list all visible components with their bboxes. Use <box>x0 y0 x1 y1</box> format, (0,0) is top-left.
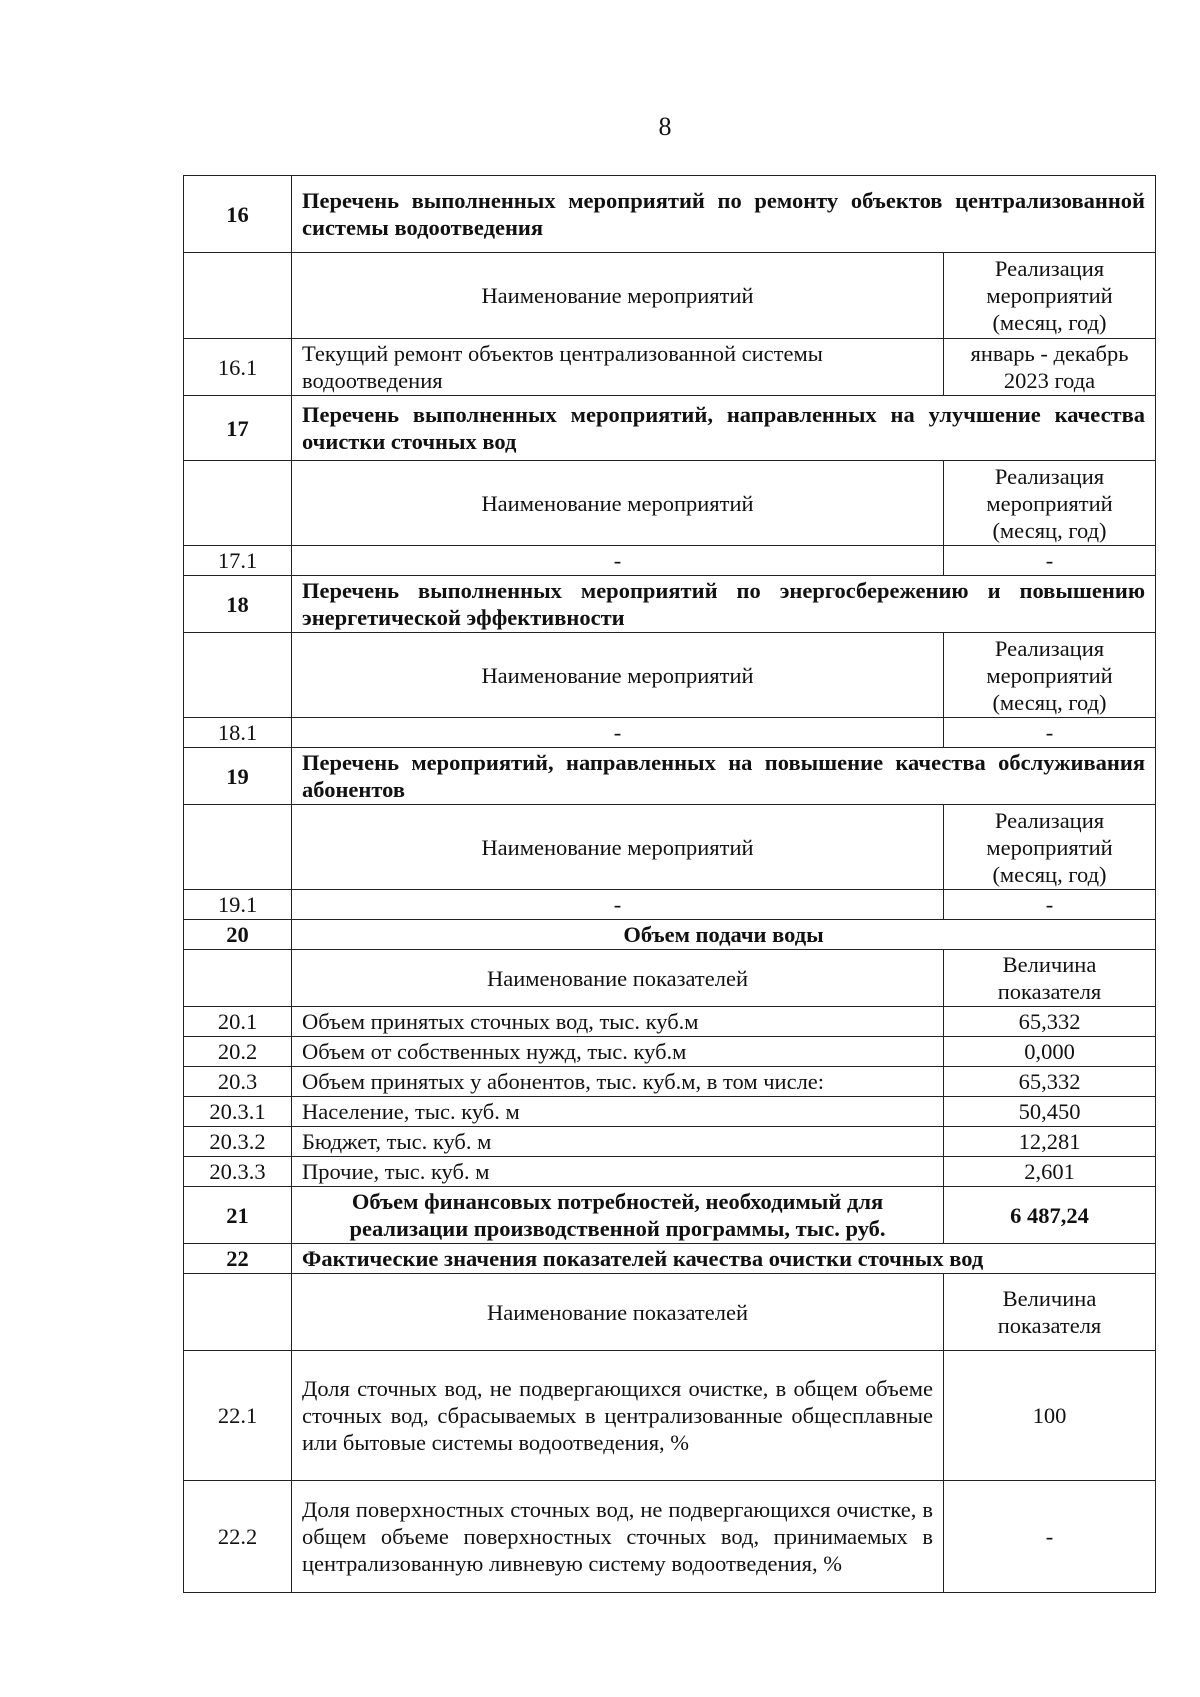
row-value: 0,000 <box>944 1037 1156 1067</box>
empty-cell <box>184 950 292 1007</box>
empty-cell <box>184 253 292 339</box>
program-table <box>183 175 1156 1593</box>
section-16-header <box>184 176 1156 253</box>
table-row <box>184 1351 1156 1481</box>
row-value: - <box>944 546 1156 576</box>
row-value: 65,332 <box>944 1007 1156 1037</box>
column-header-value: Реализация мероприятий (месяц, год) <box>944 253 1156 339</box>
row-value: - <box>944 1481 1156 1593</box>
column-header-name: Наименование мероприятий <box>292 805 944 890</box>
column-header-row <box>184 461 1156 546</box>
column-header-name: Наименование показателей <box>292 1274 944 1351</box>
row-number: 20.2 <box>184 1037 292 1067</box>
row-value: 65,332 <box>944 1067 1156 1097</box>
section-number: 16 <box>184 176 292 253</box>
column-header-row <box>184 805 1156 890</box>
column-header-value: Величина показателя <box>944 950 1156 1007</box>
row-name: Бюджет, тыс. куб. м <box>292 1127 944 1157</box>
table-row <box>184 1067 1156 1097</box>
row-name: Объем принятых у абонентов, тыс. куб.м, в том числе: <box>292 1067 944 1097</box>
table-row <box>184 1097 1156 1127</box>
empty-cell <box>184 805 292 890</box>
table-row <box>184 1007 1156 1037</box>
row-number: 20.3.1 <box>184 1097 292 1127</box>
empty-cell <box>184 633 292 718</box>
column-header-value: Реализация мероприятий (месяц, год) <box>944 633 1156 718</box>
column-header-value: Величина показателя <box>944 1274 1156 1351</box>
row-value: - <box>944 718 1156 748</box>
column-header-row <box>184 1274 1156 1351</box>
section-number: 18 <box>184 576 292 633</box>
table-row <box>184 1037 1156 1067</box>
column-header-row <box>184 633 1156 718</box>
row-number: 16.1 <box>184 339 292 396</box>
column-header-value: Реализация мероприятий (месяц, год) <box>944 805 1156 890</box>
row-name: Текущий ремонт объектов централизованной системы водоотведения <box>292 339 944 396</box>
row-name: Доля поверхностных сточных вод, не подвергающихся очистке, в общем объеме поверхностных сточных вод, принимаемых в централизованную ливневую систему водоотведения, % <box>292 1481 944 1593</box>
column-header-value: Реализация мероприятий (месяц, год) <box>944 461 1156 546</box>
row-value: - <box>944 890 1156 920</box>
section-title: Объем финансовых потребностей, необходимый для реализации производственной программы, тыс. руб. <box>292 1187 944 1244</box>
row-name: - <box>292 890 944 920</box>
row-name: Прочие, тыс. куб. м <box>292 1157 944 1187</box>
section-title: Перечень выполненных мероприятий по ремонту объектов централизованной системы водоотведения <box>292 176 1156 253</box>
section-19-header <box>184 748 1156 805</box>
row-name: Доля сточных вод, не подвергающихся очистке, в общем объеме сточных вод, сбрасываемых в централизованные общесплавные или бытовые системы водоотведения, % <box>292 1351 944 1481</box>
row-number: 22.1 <box>184 1351 292 1481</box>
row-number: 17.1 <box>184 546 292 576</box>
row-number: 20.3.2 <box>184 1127 292 1157</box>
row-value: 12,281 <box>944 1127 1156 1157</box>
column-header-name: Наименование мероприятий <box>292 633 944 718</box>
table-row <box>184 1157 1156 1187</box>
section-title: Перечень выполненных мероприятий по энергосбережению и повышению энергетической эффективности <box>292 576 1156 633</box>
row-number: 18.1 <box>184 718 292 748</box>
row-value: 2,601 <box>944 1157 1156 1187</box>
column-header-row <box>184 950 1156 1007</box>
section-number: 20 <box>184 920 292 950</box>
row-value: 100 <box>944 1351 1156 1481</box>
row-value: январь - декабрь 2023 года <box>944 339 1156 396</box>
page-number: 8 <box>658 112 672 141</box>
row-number: 20.1 <box>184 1007 292 1037</box>
row-number: 20.3.3 <box>184 1157 292 1187</box>
row-name: - <box>292 718 944 748</box>
table-row <box>184 718 1156 748</box>
section-17-header <box>184 396 1156 461</box>
row-name: Население, тыс. куб. м <box>292 1097 944 1127</box>
section-number: 21 <box>184 1187 292 1244</box>
empty-cell <box>184 1274 292 1351</box>
section-title: Фактические значения показателей качества очистки сточных вод <box>292 1244 1156 1274</box>
row-name: Объем принятых сточных вод, тыс. куб.м <box>292 1007 944 1037</box>
column-header-name: Наименование мероприятий <box>292 461 944 546</box>
table-row <box>184 1481 1156 1593</box>
row-value: 50,450 <box>944 1097 1156 1127</box>
section-title: Объем подачи воды <box>292 920 1156 950</box>
row-name: Объем от собственных нужд, тыс. куб.м <box>292 1037 944 1067</box>
section-title: Перечень выполненных мероприятий, направленных на улучшение качества очистки сточных вод <box>292 396 1156 461</box>
empty-cell <box>184 461 292 546</box>
row-number: 20.3 <box>184 1067 292 1097</box>
table-row <box>184 1127 1156 1157</box>
row-number: 22.2 <box>184 1481 292 1593</box>
section-20-header <box>184 920 1156 950</box>
section-21-row <box>184 1187 1156 1244</box>
column-header-row <box>184 253 1156 339</box>
section-title: Перечень мероприятий, направленных на повышение качества обслуживания абонентов <box>292 748 1156 805</box>
column-header-name: Наименование мероприятий <box>292 253 944 339</box>
section-number: 22 <box>184 1244 292 1274</box>
section-22-header <box>184 1244 1156 1274</box>
table-row <box>184 546 1156 576</box>
table-row <box>184 339 1156 396</box>
column-header-name: Наименование показателей <box>292 950 944 1007</box>
row-number: 19.1 <box>184 890 292 920</box>
row-name: - <box>292 546 944 576</box>
section-number: 17 <box>184 396 292 461</box>
section-18-header <box>184 576 1156 633</box>
section-value: 6 487,24 <box>944 1187 1156 1244</box>
table-row <box>184 890 1156 920</box>
section-number: 19 <box>184 748 292 805</box>
